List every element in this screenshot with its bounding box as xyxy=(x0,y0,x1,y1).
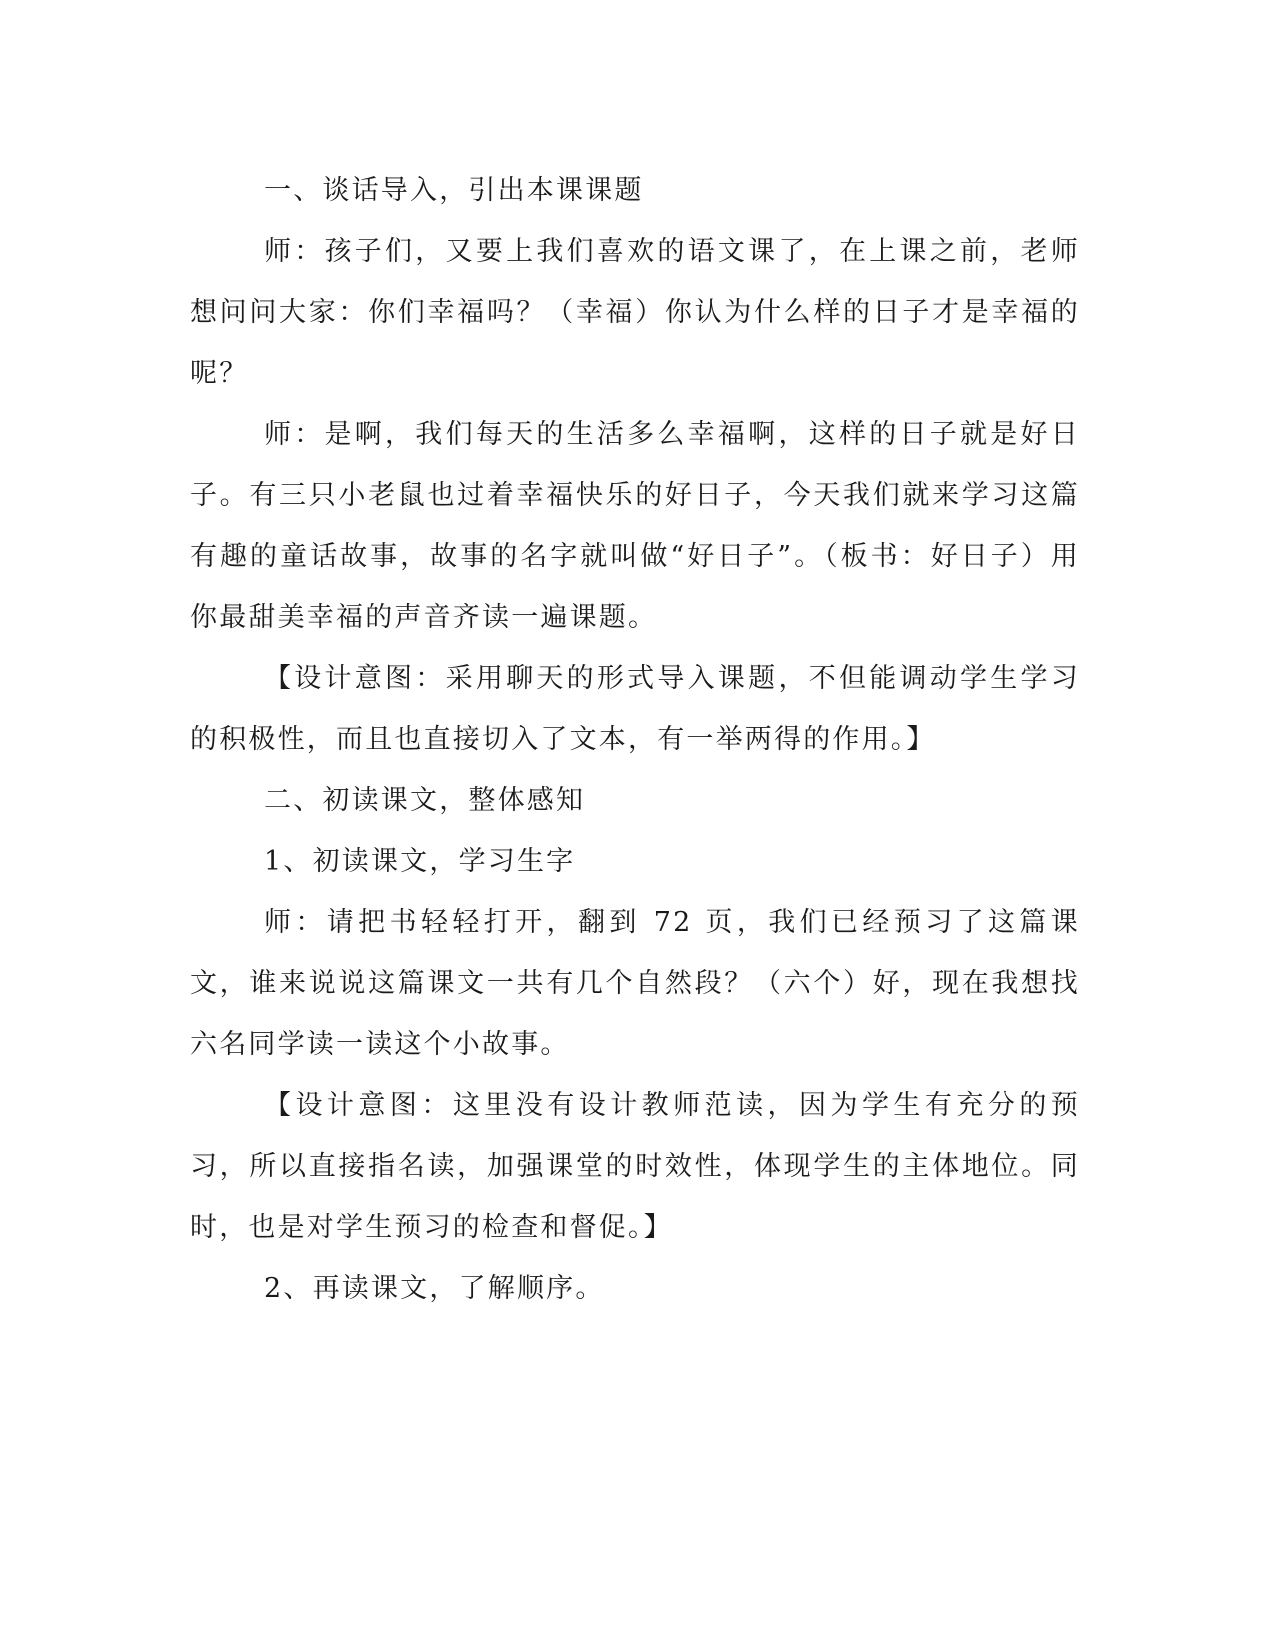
subsection-heading-2: 2、再读课文，了解顺序。 xyxy=(264,1273,605,1304)
subsection-heading-1: 1、初读课文，学习生字 xyxy=(264,846,576,877)
teacher-dialogue-3: 师：请把书轻轻打开，翻到 72 页，我们已经预习了这篇课文，谁来说说这篇课文一共有几个自然段？（六个）好，现在我想找六名同学读一读这个小故事。 xyxy=(190,907,1080,1060)
teacher-dialogue-2: 师：是啊，我们每天的生活多么幸福啊，这样的日子就是好日子。有三只小老鼠也过着幸福快乐的好日子，今天我们就来学习这篇有趣的童话故事，故事的名字就叫做“好日子”。（板书：好日子）用你最甜美幸福的声音齐读一遍课题。 xyxy=(190,419,1080,633)
document-page xyxy=(190,160,1080,1319)
design-intent-note-1: 【设计意图：采用聊天的形式导入课题，不但能调动学生学习的积极性，而且也直接切入了文本，有一举两得的作用。】 xyxy=(190,663,1080,755)
design-intent-note-2: 【设计意图：这里没有设计教师范读，因为学生有充分的预习，所以直接指名读，加强课堂的时效性，体现学生的主体地位。同时，也是对学生预习的检查和督促。】 xyxy=(190,1090,1080,1243)
section-heading-2: 二、初读课文，整体感知 xyxy=(264,785,586,816)
section-heading-1: 一、谈话导入，引出本课课题 xyxy=(264,175,644,206)
teacher-dialogue-1: 师：孩子们，又要上我们喜欢的语文课了，在上课之前，老师想问问大家：你们幸福吗？（幸福）你认为什么样的日子才是幸福的呢？ xyxy=(190,236,1080,389)
